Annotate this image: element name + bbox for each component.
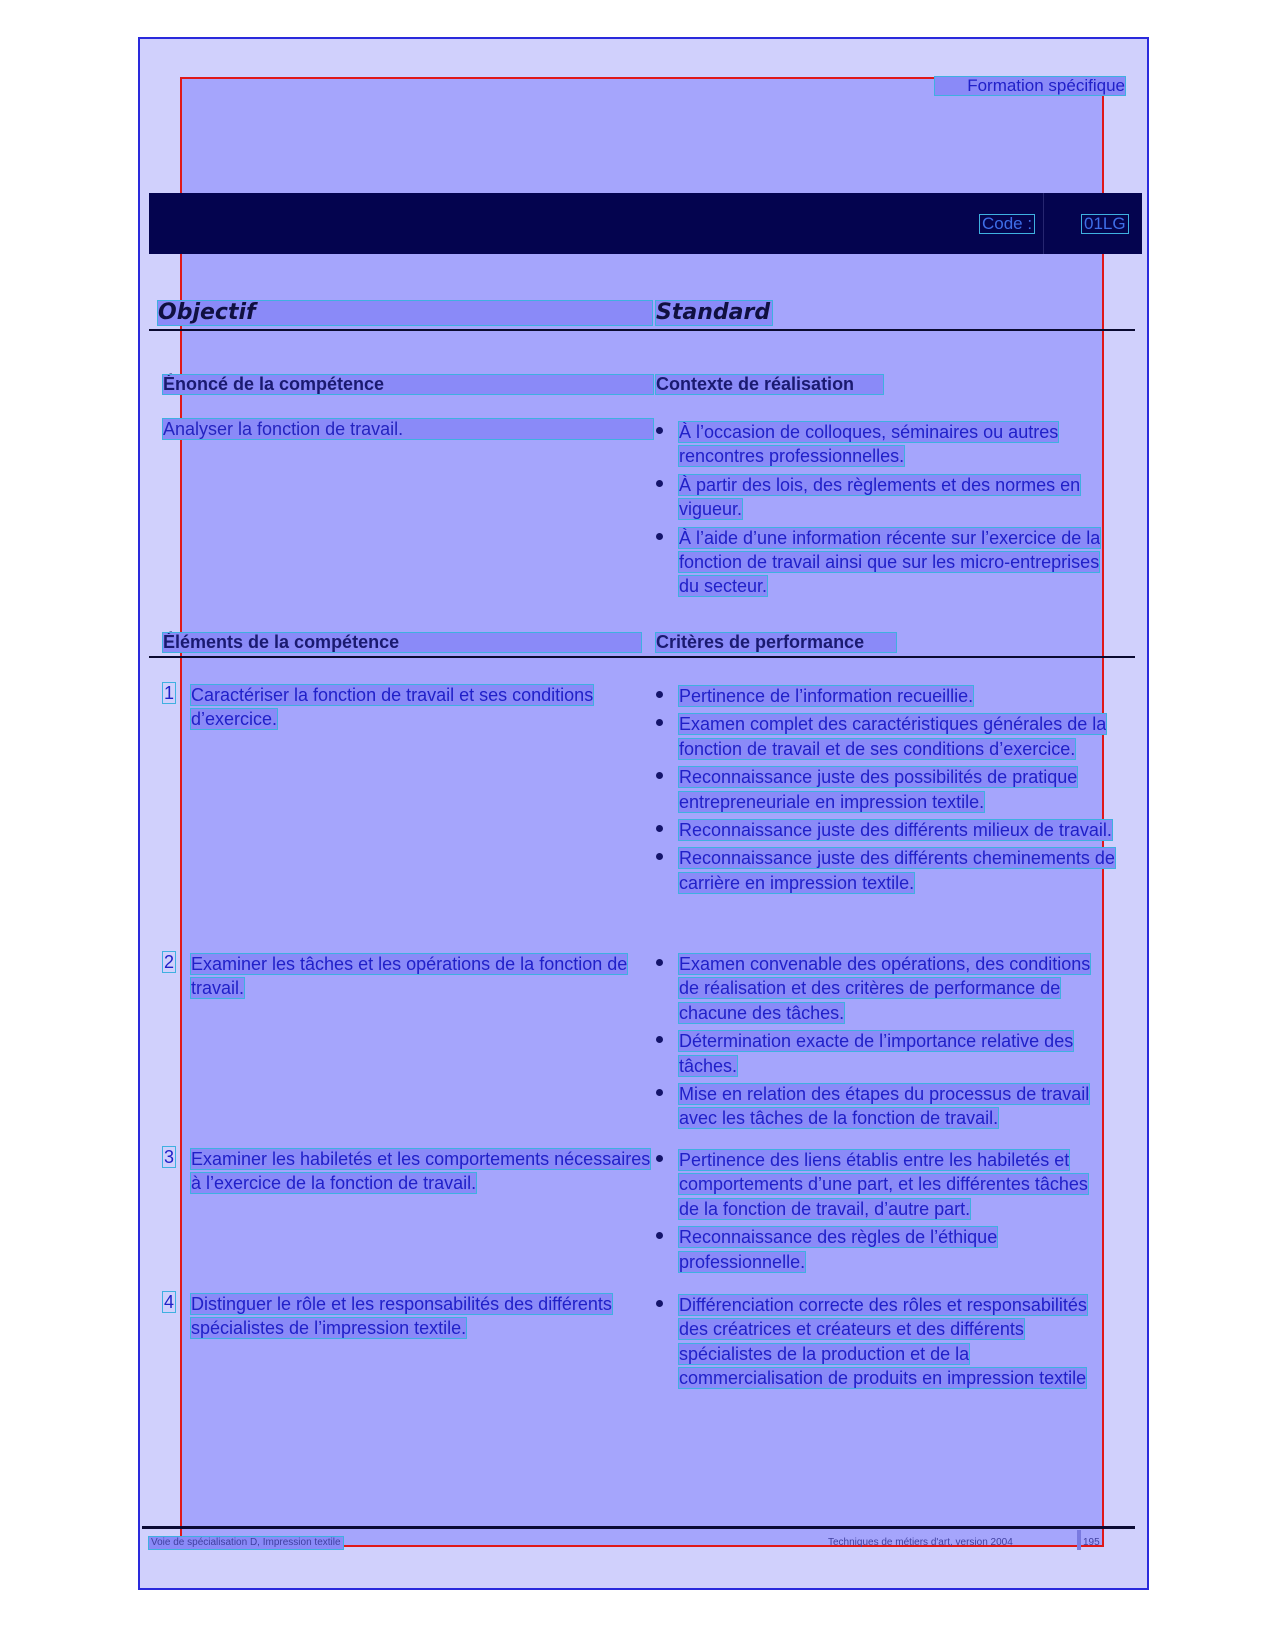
criteria-list-4 — [656, 1293, 1118, 1395]
bullet-icon — [656, 480, 663, 487]
element-number: 4 — [163, 1292, 174, 1312]
list-item: À l’aide d’une information récente sur l’exercice de la fonction de travail ainsi que sur les micro-entreprises du secteur. — [656, 526, 1116, 599]
footer-right-text: Techniques de métiers d'art, version 2004 — [828, 1537, 1013, 1548]
bullet-icon — [656, 772, 663, 779]
list-item: À partir des lois, des règlements et des normes en vigueur. — [656, 473, 1116, 522]
footer-left-text: Voie de spécialisation D, Impression textile — [151, 1537, 341, 1548]
element-number: 3 — [163, 1147, 174, 1167]
bullet-icon — [656, 719, 663, 726]
list-item: Pertinence de l’information recueillie. — [656, 684, 1118, 708]
page-number: 195 — [1083, 1537, 1100, 1548]
code-value: 01LG — [1084, 214, 1126, 233]
criteria-list-1 — [656, 684, 1118, 899]
element-text: Distinguer le rôle et les responsabilités des différents spécialistes de l’impression textile. — [191, 1294, 612, 1339]
element-number: 1 — [163, 683, 174, 703]
list-item: Pertinence des liens établis entre les habiletés et comportements d’une part, et les différentes tâches de la fonction de travail, d’autre part. — [656, 1148, 1106, 1221]
criteria-heading: Critères de performance — [656, 633, 896, 652]
list-item: Examen convenable des opérations, des conditions de réalisation et des critères de performance de chacune des tâches. — [656, 952, 1096, 1025]
list-item: Différenciation correcte des rôles et responsabilités des créatrices et créateurs et des différents spécialistes de la production et de la commercialisation de produits en impression textile — [656, 1293, 1118, 1391]
bullet-icon — [656, 959, 663, 966]
bullet-icon — [656, 691, 663, 698]
element-4 — [163, 1292, 653, 1352]
statement-heading: Énoncé de la compétence — [163, 375, 653, 394]
code-label: Code : — [982, 214, 1033, 233]
bullet-icon — [656, 1036, 663, 1043]
element-1 — [163, 683, 653, 743]
list-item: Examen complet des caractéristiques générales de la fonction de travail et de ses conditions d’exercice. — [656, 712, 1118, 761]
bullet-icon — [656, 427, 663, 434]
context-heading: Contexte de réalisation — [656, 375, 883, 394]
elements-heading: Éléments de la compétence — [163, 633, 641, 652]
element-text: Examiner les habiletés et les comportements nécessaires à l’exercice de la fonction de travail. — [191, 1149, 651, 1194]
criteria-list-2 — [656, 952, 1096, 1135]
bullet-icon — [656, 1300, 663, 1307]
list-item: Reconnaissance juste des possibilités de pratique entrepreneuriale en impression textile. — [656, 765, 1118, 814]
footer-tick — [1077, 1530, 1081, 1550]
list-item: Détermination exacte de l’importance relative des tâches. — [656, 1029, 1096, 1078]
objective-heading: Objectif — [158, 301, 652, 325]
list-item: À l’occasion de colloques, séminaires ou autres rencontres professionnelles. — [656, 420, 1116, 469]
list-item: Mise en relation des étapes du processus de travail avec les tâches de la fonction de travail. — [656, 1082, 1096, 1131]
objective-rule — [149, 329, 1135, 331]
element-number: 2 — [163, 952, 174, 972]
elements-rule — [149, 656, 1135, 658]
criteria-list-3 — [656, 1148, 1106, 1278]
element-3 — [163, 1147, 653, 1227]
bullet-icon — [656, 853, 663, 860]
statement-text: Analyser la fonction de travail. — [163, 419, 653, 439]
footer-rule — [142, 1526, 1135, 1529]
bullet-icon — [656, 825, 663, 832]
context-list — [656, 420, 1116, 603]
bullet-icon — [656, 1232, 663, 1239]
bullet-icon — [656, 533, 663, 540]
bullet-icon — [656, 1089, 663, 1096]
header-top-label: Formation spécifique — [935, 77, 1125, 95]
element-2 — [163, 952, 653, 1012]
standard-heading: Standard — [656, 300, 771, 325]
element-text: Caractériser la fonction de travail et ses conditions d’exercice. — [191, 685, 594, 730]
list-item: Reconnaissance juste des différents milieux de travail. — [656, 818, 1118, 842]
code-separator — [1043, 193, 1044, 254]
element-text: Examiner les tâches et les opérations de la fonction de travail. — [191, 954, 628, 999]
list-item: Reconnaissance des règles de l’éthique professionnelle. — [656, 1225, 1106, 1274]
list-item: Reconnaissance juste des différents cheminements de carrière en impression textile. — [656, 846, 1118, 895]
bullet-icon — [656, 1155, 663, 1162]
